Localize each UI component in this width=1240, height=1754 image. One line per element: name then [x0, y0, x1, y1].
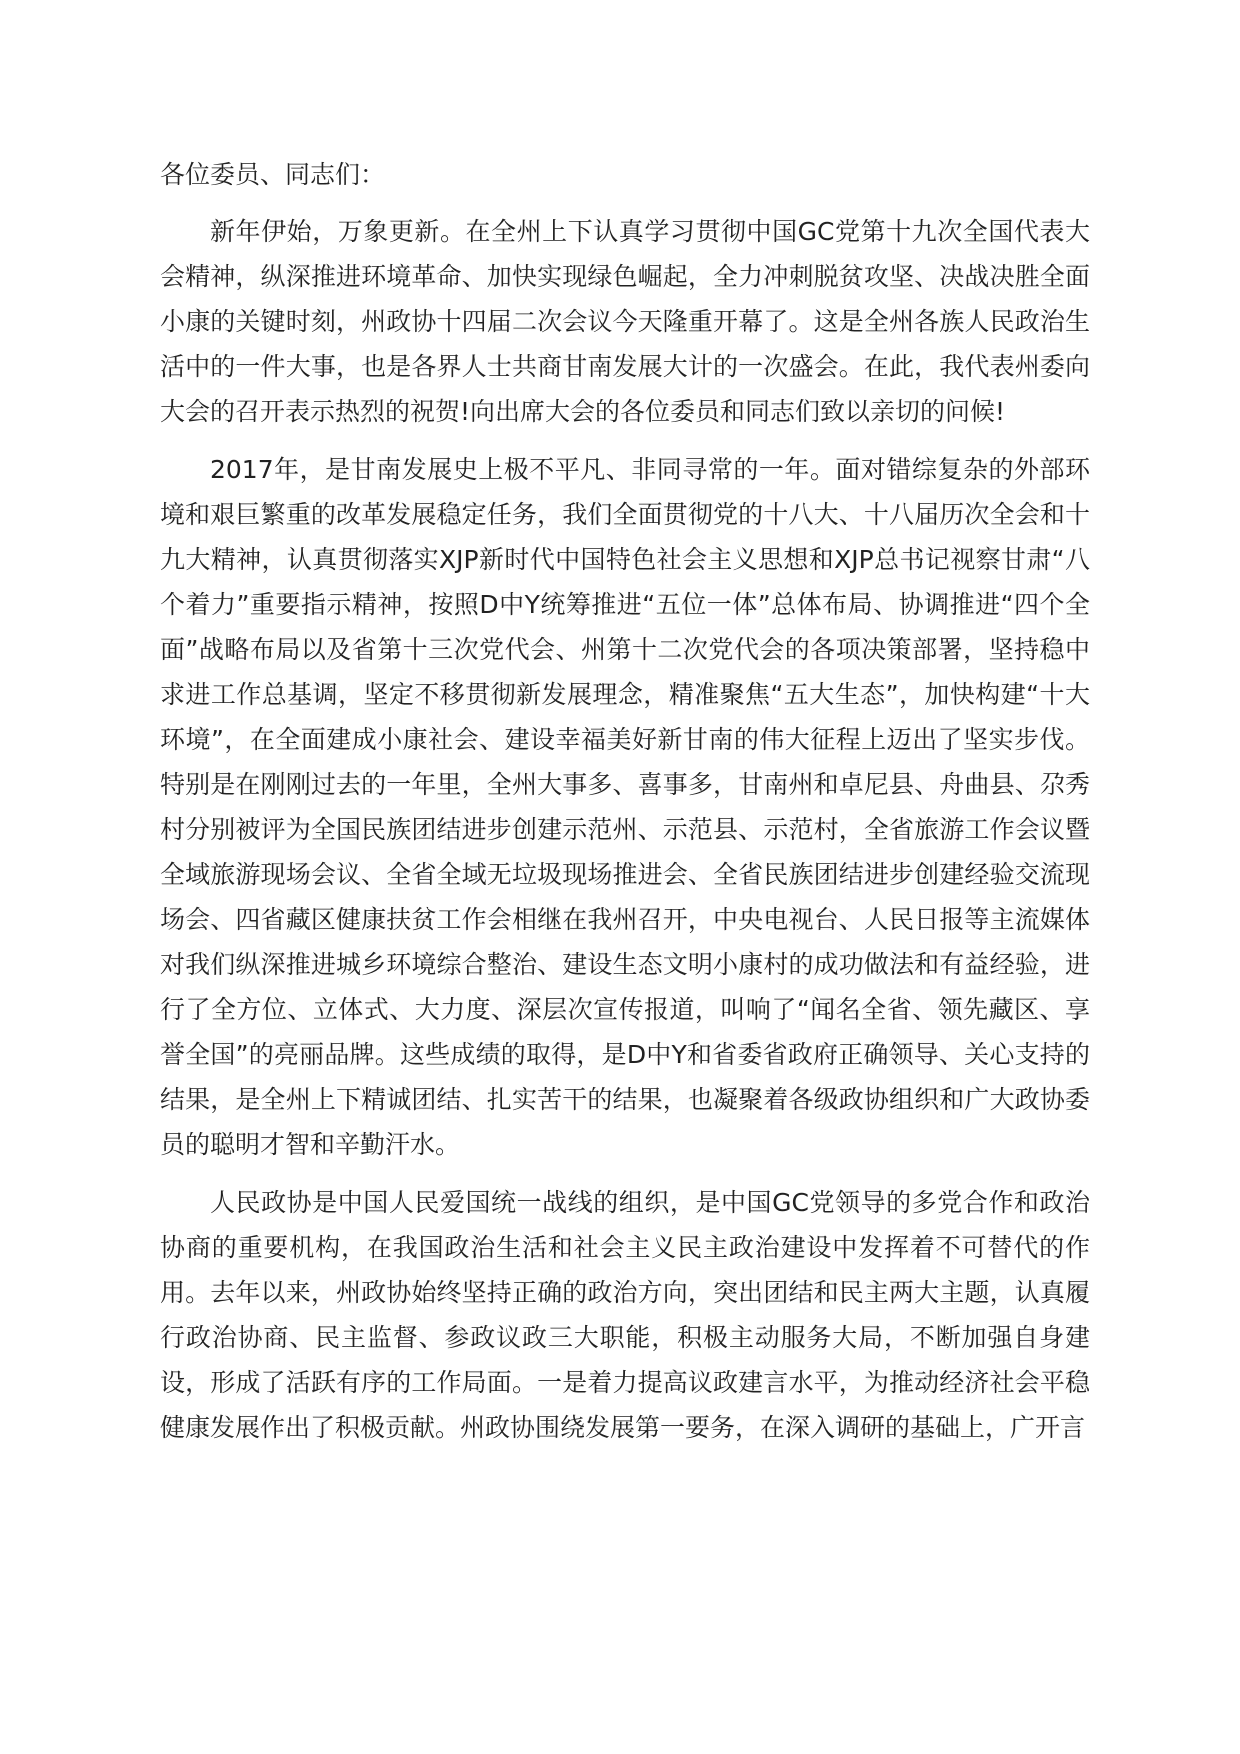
paragraph-cppcc-role: 人民政协是中国人民爱国统一战线的组织，是中国GC党领导的多党合作和政治协商的重要机构，在我国政治生活和社会主义民主政治建设中发挥着不可替代的作用。去年以来，州政协始终坚持正确的政治方向，突出团结和民主两大主题，认真履行政治协商、民主监督、参政议政三大职能，积极主动服务大局，不断加强自身建设，形成了活跃有序的工作局面。一是着力提高议政建言水平，为推动经济社会平稳健康发展作出了积极贡献。州政协围绕发展第一要务，在深入调研的基础上，广开言: [160, 1188, 1090, 1442]
paragraph-opening: 新年伊始，万象更新。在全州上下认真学习贯彻中国GC党第十九次全国代表大会精神，纵深推进环境革命、加快实现绿色崛起，全力冲刺脱贫攻坚、决战决胜全面小康的关键时刻，州政协十四届二次会议今天隆重开幕了。这是全州各族人民政治生活中的一件大事，也是各界人士共商甘南发展大计的一次盛会。在此，我代表州委向大会的召开表示热烈的祝贺!向出席大会的各位委员和同志们致以亲切的问候!: [160, 217, 1090, 426]
paragraph-review-2017: 2017年，是甘南发展史上极不平凡、非同寻常的一年。面对错综复杂的外部环境和艰巨繁重的改革发展稳定任务，我们全面贯彻党的十八大、十八届历次全会和十九大精神，认真贯彻落实XJP新时代中国特色社会主义思想和XJP总书记视察甘肃“八个着力”重要指示精神，按照D中Y统筹推进“五位一体”总体布局、协调推进“四个全面”战略布局以及省第十三次党代会、州第十二次党代会的各项决策部署，坚持稳中求进工作总基调，坚定不移贯彻新发展理念，精准聚焦“五大生态”，加快构建“十大环境”，在全面建成小康社会、建设幸福美好新甘南的伟大征程上迈出了坚实步伐。特别是在刚刚过去的一年里，全州大事多、喜事多，甘南州和卓尼县、舟曲县、尕秀村分别被评为全国民族团结进步创建示范州、示范县、示范村，全省旅游工作会议暨全域旅游现场会议、全省全域无垃圾现场推进会、全省民族团结进步创建经验交流现场会、四省藏区健康扶贫工作会相继在我州召开，中央电视台、人民日报等主流媒体对我们纵深推进城乡环境综合整治、建设生态文明小康村的成功做法和有益经验，进行了全方位、立体式、大力度、深层次宣传报道，叫响了“闻名全省、领先藏区、享誉全国”的亮丽品牌。这些成绩的取得，是D中Y和省委省政府正确领导、关心支持的结果，是全州上下精诚团结、扎实苦干的结果，也凝聚着各级政协组织和广大政协委员的聪明才智和辛勤汗水。: [160, 455, 1090, 1159]
document-page: [160, 152, 1090, 1463]
salutation: 各位委员、同志们：: [160, 160, 386, 189]
